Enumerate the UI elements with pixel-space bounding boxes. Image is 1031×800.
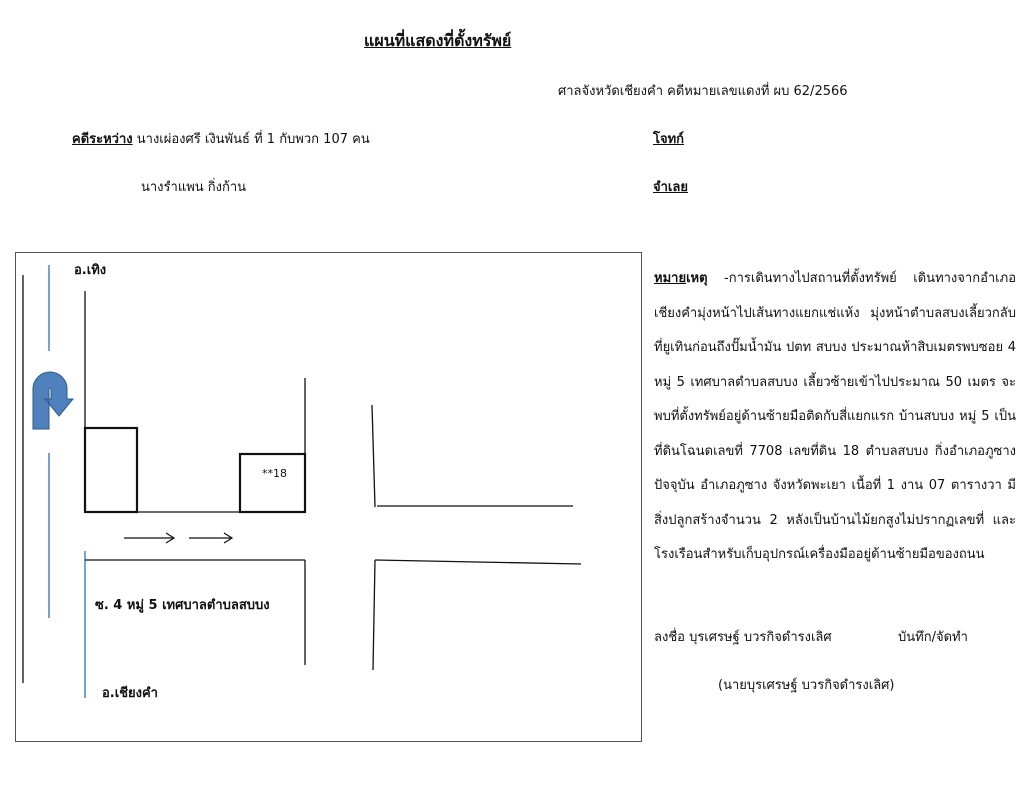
crossroad-east-lower [373, 560, 375, 670]
document-title: แผนที่แสดงที่ตั้งทรัพย์ [364, 31, 512, 50]
label-north-district: อ.เทิง [74, 263, 107, 278]
note-heading [654, 271, 708, 286]
map-drawing [16, 253, 643, 743]
crossroad-east-upper [372, 405, 375, 507]
plot-box-18 [240, 454, 305, 512]
court-case-number: ศาลจังหวัดเชียงคำ คดีหมายเลขแดงที่ ผบ 62/2566 [558, 84, 848, 99]
signature-printed-name: (นายบุรเศรษฐ์ บวรกิจดำรงเลิศ) [718, 678, 895, 693]
location-map [15, 252, 642, 742]
right-arrow-icon [124, 533, 174, 543]
plot-number-label: **18 [262, 467, 287, 480]
signature-line: ลงชื่อ บุรเศรษฐ์ บวรกิจดำรงเลิศ [654, 630, 832, 645]
directions-note [654, 262, 1016, 573]
building-box-left [85, 428, 137, 512]
plaintiff-role: โจทก์ [653, 132, 685, 147]
defendant-role: จำเลย [653, 180, 688, 195]
case-between-label: คดีระหว่าง [72, 132, 133, 147]
crossroad-east-south-edge [375, 560, 581, 564]
right-arrow-icon [189, 533, 232, 543]
note-heading-rest: เหตุ [686, 271, 708, 286]
label-south-district: อ.เชียงคำ [102, 686, 158, 701]
defendant-name: นางรำแพน กิ่งก้าน [141, 180, 247, 195]
note-text: -การเดินทางไปสถานที่ตั้งทรัพย์ เดินทางจากอำเภอเชียงคำมุ่งหน้าไปเส้นทางแยกแช่แห้ง มุ่งหน้าตำบลสบงเลี้ยวกลับที่ยูเทินก่อนถึงปั๊มน้ำมัน ปตท สบบง ประมาณห้าสิบเมตรพบซอย 4 หมู่ 5 เทศบาลตำบลสบบง เลี้ยวซ้ายเข้าไปประมาณ 50 เมตร จะพบที่ตั้งทรัพย์อยู่ด้านซ้ายมือติดกับสี่แยกแรก บ้านสบบง หมู่ 5 เป็นที่ดินโฉนดเลขที่ 7708 เลขที่ดิน 18 ตำบลสบบง กิ่งอำเภอภูซาง ปัจจุบัน อำเภอภูซาง จังหวัดพะเยา เนื้อที่ 1 งาน 07 ตารางวา มีสิ่งปลูกสร้างจำนวน 2 หลังเป็นบ้านไม้ยกสูงไม่ปรากฏเลขที่ และโรงเรือนสำหรับเก็บอุปกรณ์เครื่องมืออยู่ด้านซ้ายมือของถนน [654, 271, 1016, 562]
note-heading-underlined: หมาย [654, 271, 687, 286]
case-parties-line [72, 128, 370, 149]
plaintiff-name: นางเผ่องศรี เงินพันธ์ ที่ 1 กับพวก 107 คน [136, 132, 370, 147]
signature-role: บันทึก/จัดทำ [898, 630, 968, 645]
u-turn-arrow-icon [33, 372, 73, 429]
road-label: ซ. 4 หมู่ 5 เทศบาลตำบลสบบง [95, 598, 270, 613]
